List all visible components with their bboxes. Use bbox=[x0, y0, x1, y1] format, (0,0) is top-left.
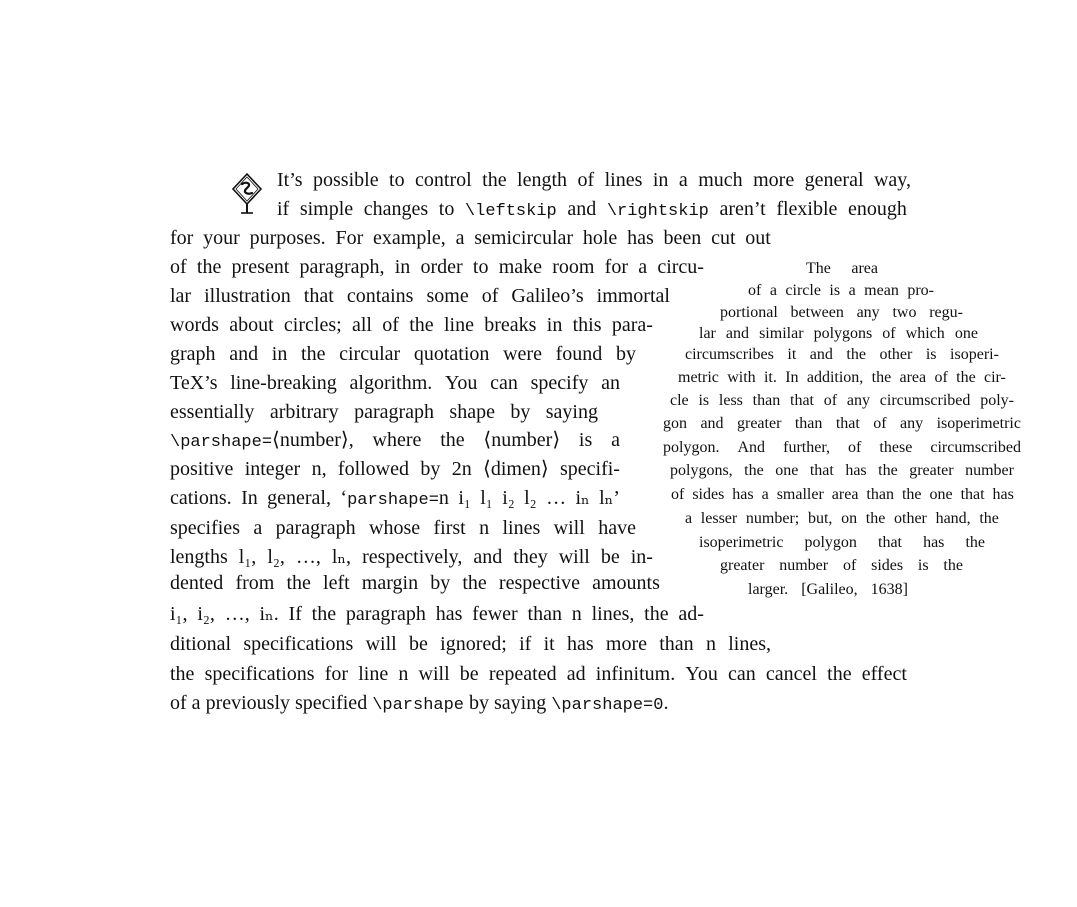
quotation-line: The area bbox=[806, 260, 878, 277]
quotation-line: cle is less than that of any circumscribed poly- bbox=[670, 392, 1014, 409]
paragraph-line: It’s possible to control the length of lines in a much more general way, bbox=[277, 169, 911, 191]
quotation-line: of sides has a smaller area than the one that has bbox=[671, 486, 1014, 503]
quotation-line: a lesser number; but, on the other hand, the bbox=[685, 510, 999, 527]
paragraph-line: positive integer n, followed by 2n ⟨dimen⟩ specifi- bbox=[170, 458, 620, 480]
paragraph-line: TeX’s line-breaking algorithm. You can specify an bbox=[170, 372, 620, 394]
quotation-line: polygons, the one that has the greater number bbox=[670, 462, 1014, 479]
quotation-line: circumscribes it and the other is isoperi- bbox=[685, 346, 999, 363]
paragraph-line: essentially arbitrary paragraph shape by saying bbox=[170, 401, 598, 423]
quotation-line: larger. [Galileo, 1638] bbox=[748, 581, 908, 598]
paragraph-line: words about circles; all of the line breaks in this para- bbox=[170, 314, 653, 336]
paragraph-line: graph and in the circular quotation were found by bbox=[170, 343, 636, 365]
quotation-line: metric with it. In addition, the area of the cir- bbox=[678, 369, 1006, 386]
paragraph-line: lar illustration that contains some of Galileo’s immortal bbox=[170, 285, 670, 307]
paragraph-line: cations. In general, ‘parshape=n i₁ l₁ i₂ l₂ … iₙ lₙ’ bbox=[170, 487, 620, 510]
quotation-line: lar and similar polygons of which one bbox=[699, 325, 978, 342]
paragraph-line: dented from the left margin by the respective amounts bbox=[170, 572, 660, 594]
paragraph-line: ditional specifications will be ignored; if it has more than n lines, bbox=[170, 633, 771, 655]
quotation-line: portional between any two regu- bbox=[720, 304, 963, 321]
paragraph-line: lengths l₁, l₂, …, lₙ, respectively, and they will be in- bbox=[170, 546, 653, 568]
paragraph-line: of a previously specified \parshape by saying \parshape=0. bbox=[170, 692, 669, 715]
paragraph-line: specifies a paragraph whose first n lines will have bbox=[170, 517, 636, 539]
quotation-line: gon and greater than that of any isoperimetric bbox=[663, 415, 1021, 432]
paragraph-line: for your purposes. For example, a semicircular hole has been cut out bbox=[170, 227, 771, 249]
quotation-line: of a circle is a mean pro- bbox=[748, 282, 934, 299]
paragraph-line: the specifications for line n will be repeated ad infinitum. You can cancel the effect bbox=[170, 663, 907, 685]
paragraph-line: if simple changes to \leftskip and \rightskip aren’t flexible enough bbox=[277, 198, 907, 221]
quotation-line: isoperimetric polygon that has the bbox=[699, 534, 985, 551]
quotation-line: greater number of sides is the bbox=[720, 557, 963, 574]
quotation-line: polygon. And further, of these circumscribed bbox=[663, 439, 1021, 456]
paragraph-line: i₁, i₂, …, iₙ. If the paragraph has fewer than n lines, the ad- bbox=[170, 603, 704, 625]
paragraph-line: of the present paragraph, in order to make room for a circu- bbox=[170, 256, 704, 278]
dangerous-bend-sign-icon bbox=[231, 172, 263, 216]
paragraph-line: \parshape=⟨number⟩, where the ⟨number⟩ is a bbox=[170, 429, 620, 452]
